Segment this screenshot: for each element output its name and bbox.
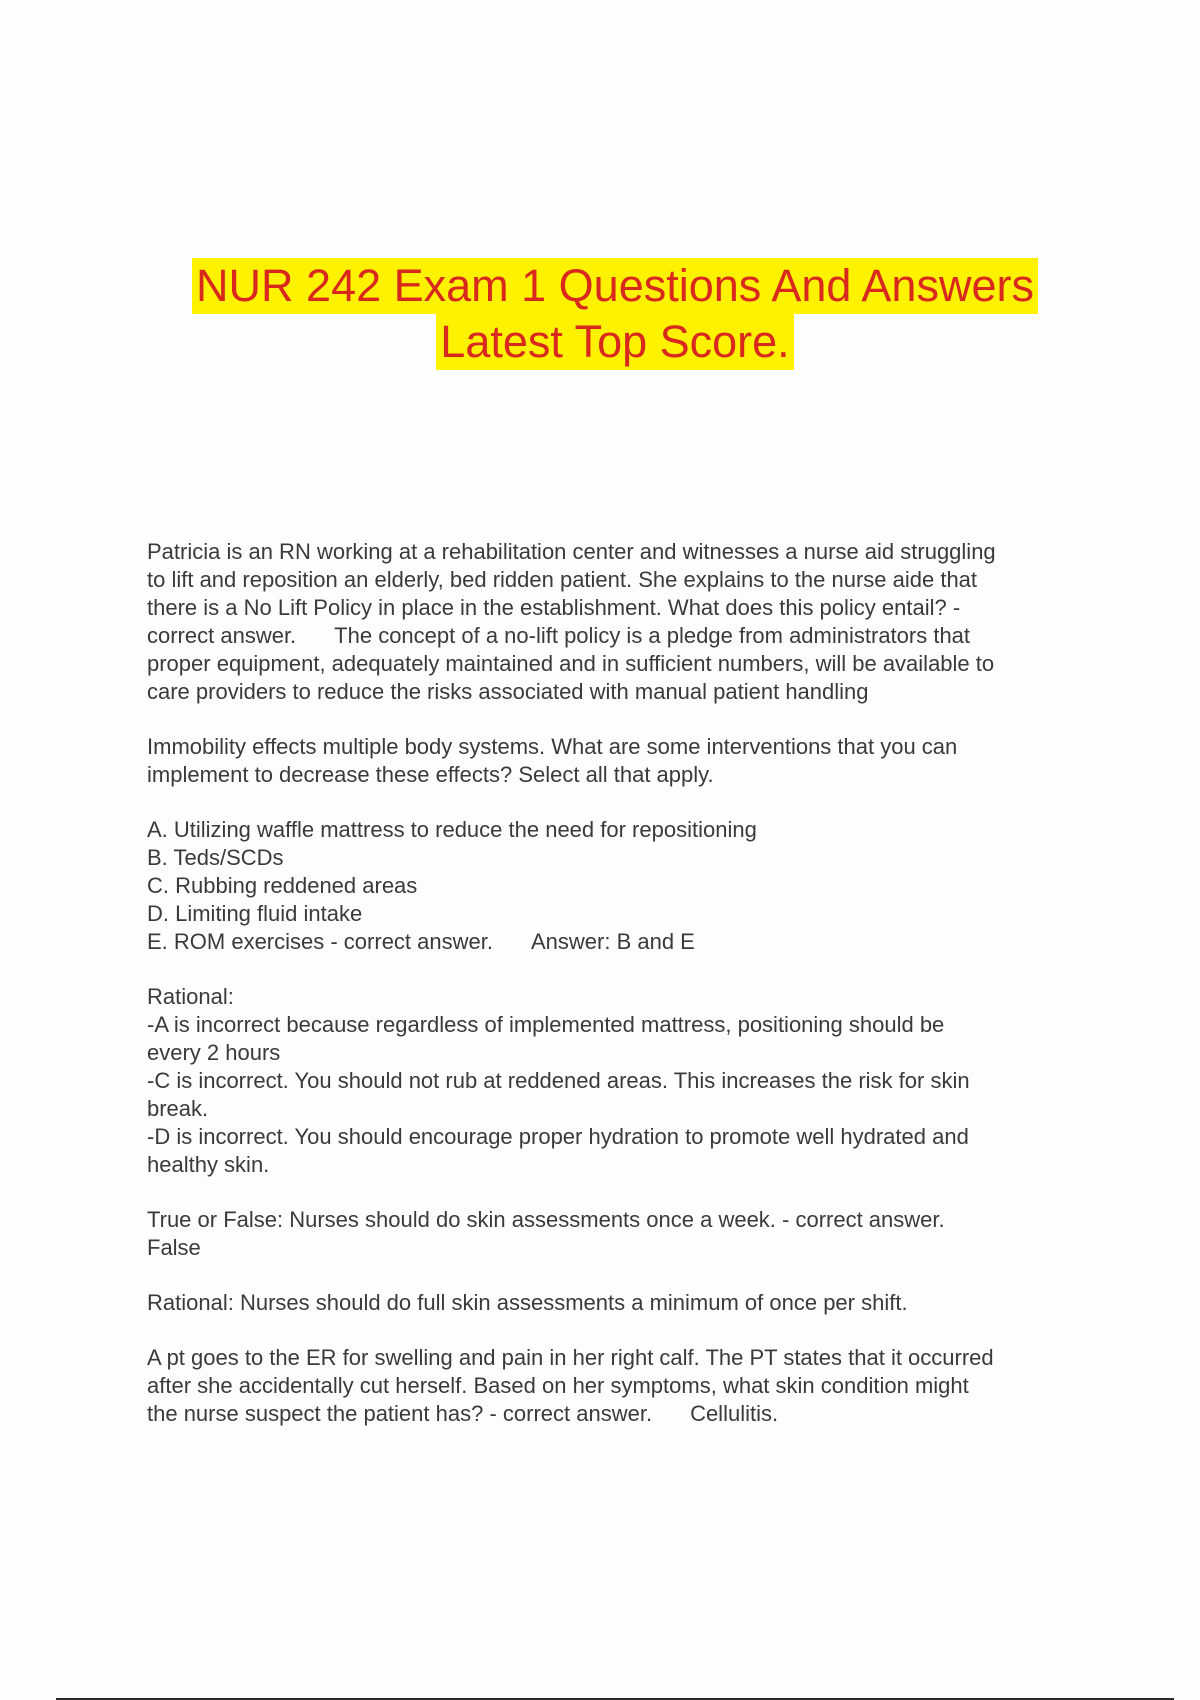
answer-options (147, 816, 1087, 956)
question-text: the nurse suspect the patient has? - correct answer. (147, 1401, 653, 1426)
answer-line (147, 622, 1087, 650)
text-line: there is a No Lift Policy in place in the establishment. What does this policy entail? - (147, 595, 961, 620)
rationale-heading: Rational: (147, 984, 234, 1009)
answer-text: The concept of a no-lift policy is a pledge from administrators that (334, 623, 971, 648)
text-line: True or False: Nurses should do skin assessments once a week. - correct answer. (147, 1207, 945, 1232)
text-line: care providers to reduce the risks associated with manual patient handling (147, 679, 869, 704)
text-line: every 2 hours (147, 1040, 281, 1065)
text-line: implement to decrease these effects? Select all that apply. (147, 762, 714, 787)
option-e-text: E. ROM exercises - correct answer. (147, 929, 493, 954)
text-line: break. (147, 1096, 209, 1121)
option-a: A. Utilizing waffle mattress to reduce the need for repositioning (147, 817, 757, 842)
title-line-2: Latest Top Score. (436, 314, 793, 370)
text-line: proper equipment, adequately maintained and in sufficient numbers, will be available to (147, 651, 995, 676)
answer-text: Answer: B and E (530, 929, 695, 954)
document-body (147, 538, 1087, 1455)
option-d: D. Limiting fluid intake (147, 901, 363, 926)
text-line: Rational: Nurses should do full skin assessments a minimum of once per shift. (147, 1290, 908, 1315)
document-title (0, 258, 1200, 370)
text-line: -D is incorrect. You should encourage proper hydration to promote well hydrated and (147, 1124, 969, 1149)
rationale-skin-assessment (147, 1289, 1087, 1317)
option-c: C. Rubbing reddened areas (147, 873, 418, 898)
answer-line (147, 1400, 1087, 1428)
option-e (147, 928, 1087, 956)
text-line: Patricia is an RN working at a rehabilitation center and witnesses a nurse aid struggling (147, 539, 996, 564)
text-line: Immobility effects multiple body systems. What are some interventions that you can (147, 734, 958, 759)
text-line: -A is incorrect because regardless of implemented mattress, positioning should be (147, 1012, 945, 1037)
correct-answer-label: correct answer. (147, 623, 297, 648)
question-cellulitis (147, 1344, 1087, 1428)
text-line: healthy skin. (147, 1152, 270, 1177)
rationale-immobility (147, 983, 1087, 1179)
text-line: False (147, 1235, 201, 1260)
title-line-1: NUR 242 Exam 1 Questions And Answers (192, 258, 1038, 314)
question-immobility (147, 733, 1087, 789)
text-line: A pt goes to the ER for swelling and pain in her right calf. The PT states that it occurred (147, 1345, 994, 1370)
text-line: to lift and reposition an elderly, bed ridden patient. She explains to the nurse aide that (147, 567, 978, 592)
text-line: -C is incorrect. You should not rub at reddened areas. This increases the risk for skin (147, 1068, 970, 1093)
question-no-lift-policy (147, 538, 1087, 706)
text-line: after she accidentally cut herself. Based on her symptoms, what skin condition might (147, 1373, 969, 1398)
question-skin-assessment (147, 1206, 1087, 1262)
answer-text: Cellulitis. (690, 1401, 779, 1426)
option-b: B. Teds/SCDs (147, 845, 284, 870)
